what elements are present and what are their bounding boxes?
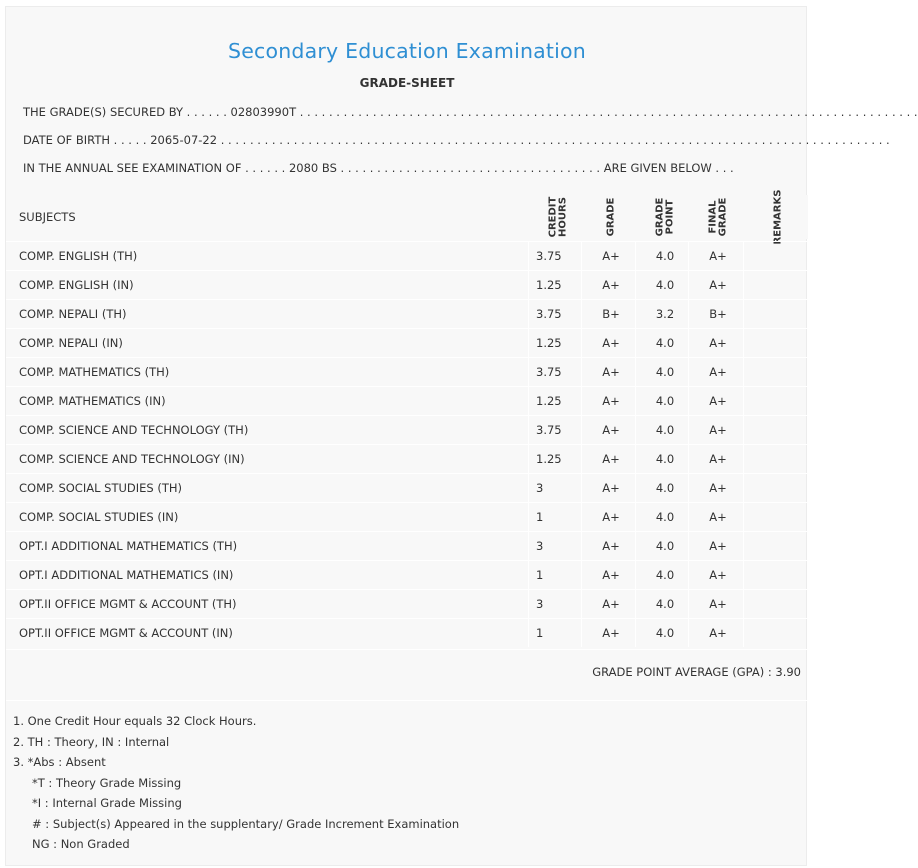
- column-divider: [688, 329, 689, 357]
- column-divider: [581, 416, 582, 444]
- column-divider: [688, 445, 689, 473]
- cell-final-grade: A+: [709, 510, 727, 524]
- cell-grade: A+: [602, 568, 620, 582]
- cell-final-grade: A+: [709, 394, 727, 408]
- cell-credit-hours: 3: [536, 539, 544, 553]
- column-divider: [528, 474, 529, 502]
- table-row: [6, 299, 808, 328]
- cell-final-grade: A+: [709, 568, 727, 582]
- cell-remarks: [751, 503, 801, 531]
- column-divider: [688, 561, 689, 589]
- table-row: [6, 328, 808, 357]
- cell-final-grade: A+: [709, 626, 727, 640]
- note-item: NG : Non Graded: [32, 837, 130, 851]
- cell-grade-point: 4.0: [655, 423, 675, 437]
- table-row: [6, 241, 808, 270]
- table-row: [6, 560, 808, 589]
- cell-final-grade: A+: [709, 423, 727, 437]
- cell-grade-point: 4.0: [655, 626, 675, 640]
- cell-credit-hours: 1: [536, 510, 544, 524]
- column-divider: [581, 619, 582, 647]
- column-divider: [743, 271, 744, 299]
- column-divider: [743, 358, 744, 386]
- cell-grade-point: 4.0: [655, 481, 675, 495]
- cell-grade-point: 4.0: [655, 539, 675, 553]
- header-grade-point: GRADE POINT: [654, 197, 675, 237]
- column-divider: [635, 561, 636, 589]
- column-divider: [635, 329, 636, 357]
- column-divider: [743, 532, 744, 560]
- column-divider: [581, 590, 582, 618]
- table-row: [6, 618, 808, 647]
- cell-final-grade: A+: [709, 249, 727, 263]
- cell-remarks: [751, 242, 801, 270]
- column-divider: [528, 590, 529, 618]
- column-divider: [688, 387, 689, 415]
- cell-subject: COMP. SOCIAL STUDIES (IN): [19, 510, 179, 524]
- cell-subject: OPT.I ADDITIONAL MATHEMATICS (IN): [19, 568, 234, 582]
- cell-remarks: [751, 271, 801, 299]
- cell-grade-point: 4.0: [655, 510, 675, 524]
- column-divider: [581, 242, 582, 270]
- table-row: [6, 415, 808, 444]
- cell-remarks: [751, 590, 801, 618]
- cell-credit-hours: 1.25: [536, 336, 562, 350]
- cell-grade-point: 4.0: [655, 249, 675, 263]
- cell-remarks: [751, 387, 801, 415]
- column-divider: [581, 358, 582, 386]
- cell-grade: A+: [602, 249, 620, 263]
- cell-grade-point: 3.2: [655, 307, 675, 321]
- cell-grade: A+: [602, 423, 620, 437]
- column-divider: [635, 300, 636, 328]
- column-divider: [688, 416, 689, 444]
- column-divider: [688, 358, 689, 386]
- cell-grade: A+: [602, 365, 620, 379]
- cell-subject: COMP. MATHEMATICS (TH): [19, 365, 170, 379]
- table-row: [6, 531, 808, 560]
- grade-sheet: [5, 6, 918, 866]
- cell-final-grade: A+: [709, 365, 727, 379]
- notes-section: [13, 712, 793, 856]
- column-divider: [635, 387, 636, 415]
- column-divider: [635, 358, 636, 386]
- table-row: [6, 270, 808, 299]
- cell-grade-point: 4.0: [655, 394, 675, 408]
- table-row: [6, 589, 808, 618]
- cell-final-grade: A+: [709, 539, 727, 553]
- cell-subject: COMP. ENGLISH (IN): [19, 278, 134, 292]
- cell-credit-hours: 1.25: [536, 394, 562, 408]
- column-divider: [743, 416, 744, 444]
- column-divider: [688, 271, 689, 299]
- cell-subject: COMP. SCIENCE AND TECHNOLOGY (IN): [19, 452, 245, 466]
- column-divider: [688, 503, 689, 531]
- note-item: *I : Internal Grade Missing: [32, 796, 182, 810]
- column-divider: [743, 242, 744, 270]
- column-divider: [635, 619, 636, 647]
- column-divider: [581, 329, 582, 357]
- column-divider: [581, 503, 582, 531]
- column-divider: [581, 271, 582, 299]
- column-divider: [743, 561, 744, 589]
- cell-credit-hours: 3.75: [536, 365, 562, 379]
- cell-remarks: [751, 532, 801, 560]
- cell-remarks: [751, 329, 801, 357]
- column-divider: [581, 300, 582, 328]
- cell-grade-point: 4.0: [655, 336, 675, 350]
- column-divider: [528, 561, 529, 589]
- cell-subject: COMP. SOCIAL STUDIES (TH): [19, 481, 183, 495]
- column-divider: [528, 619, 529, 647]
- column-divider: [635, 474, 636, 502]
- cell-grade: A+: [602, 510, 620, 524]
- cell-grade: A+: [602, 626, 620, 640]
- column-divider: [528, 532, 529, 560]
- cell-grade: A+: [602, 394, 620, 408]
- cell-credit-hours: 3.75: [536, 423, 562, 437]
- column-divider: [635, 503, 636, 531]
- cell-credit-hours: 3: [536, 597, 544, 611]
- note-item: 2. TH : Theory, IN : Internal: [13, 734, 170, 749]
- column-divider: [528, 387, 529, 415]
- cell-credit-hours: 1.25: [536, 278, 562, 292]
- column-divider: [528, 329, 529, 357]
- header-grade: GRADE: [605, 197, 616, 237]
- cell-credit-hours: 1: [536, 568, 544, 582]
- column-divider: [743, 329, 744, 357]
- cell-grade-point: 4.0: [655, 568, 675, 582]
- cell-grade: A+: [602, 481, 620, 495]
- cell-remarks: [751, 619, 801, 647]
- table-row: [6, 502, 808, 531]
- column-divider: [743, 387, 744, 415]
- exam-year-line: IN THE ANNUAL SEE EXAMINATION OF . . . . . . 2080 BS . . . . . . . . . . . . . . . . . . . . . . . . . . . . . . . . . . . . ARE GIVEN BELOW . . .: [23, 161, 734, 175]
- column-divider: [635, 271, 636, 299]
- cell-grade: B+: [602, 307, 620, 321]
- cell-subject: COMP. ENGLISH (TH): [19, 249, 138, 263]
- column-divider: [581, 474, 582, 502]
- note-item: 3. *Abs : Absent: [13, 755, 106, 769]
- cell-grade: A+: [602, 336, 620, 350]
- cell-grade-point: 4.0: [655, 597, 675, 611]
- cell-remarks: [751, 445, 801, 473]
- column-divider: [528, 271, 529, 299]
- column-divider: [528, 416, 529, 444]
- header-final-grade: FINAL GRADE: [707, 197, 728, 237]
- column-divider: [688, 300, 689, 328]
- cell-final-grade: B+: [709, 307, 727, 321]
- column-divider: [635, 242, 636, 270]
- header-remarks: REMARKS: [772, 189, 783, 245]
- cell-subject: COMP. NEPALI (IN): [19, 336, 123, 350]
- note-item: 1. One Credit Hour equals 32 Clock Hours.: [13, 714, 257, 728]
- column-divider: [743, 445, 744, 473]
- cell-subject: OPT.II OFFICE MGMT & ACCOUNT (IN): [19, 626, 233, 640]
- cell-credit-hours: 3.75: [536, 307, 562, 321]
- table-row: [6, 473, 808, 502]
- cell-grade: A+: [602, 278, 620, 292]
- column-divider: [688, 532, 689, 560]
- column-divider: [743, 619, 744, 647]
- column-divider: [528, 445, 529, 473]
- column-divider: [528, 300, 529, 328]
- table-header-row: [6, 189, 808, 245]
- grade-secured-by-line: THE GRADE(S) SECURED BY . . . . . . 02803990T . . . . . . . . . . . . . . . . . . . . . . . . . . . . . . . . . . . . . . . . . . . . . . . . . . . . . . . . . . . . . . . . . . . . . . . . . . . . . . . . . . . . .: [23, 105, 918, 119]
- cell-final-grade: A+: [709, 597, 727, 611]
- table-row: [6, 386, 808, 415]
- grade-sheet-heading: GRADE-SHEET: [359, 76, 455, 90]
- cell-final-grade: A+: [709, 336, 727, 350]
- table-row: [6, 444, 808, 473]
- cell-remarks: [751, 474, 801, 502]
- cell-remarks: [751, 561, 801, 589]
- column-divider: [635, 590, 636, 618]
- column-divider: [581, 561, 582, 589]
- column-divider: [688, 474, 689, 502]
- cell-credit-hours: 3.75: [536, 249, 562, 263]
- column-divider: [743, 503, 744, 531]
- column-divider: [528, 503, 529, 531]
- exam-title: Secondary Education Examination: [228, 39, 586, 63]
- cell-subject: COMP. NEPALI (TH): [19, 307, 127, 321]
- cell-final-grade: A+: [709, 452, 727, 466]
- cell-subject: OPT.I ADDITIONAL MATHEMATICS (TH): [19, 539, 238, 553]
- column-divider: [635, 416, 636, 444]
- column-divider: [635, 532, 636, 560]
- cell-credit-hours: 1.25: [536, 452, 562, 466]
- column-divider: [581, 445, 582, 473]
- note-item: # : Subject(s) Appeared in the supplentary/ Grade Increment Examination: [32, 816, 460, 831]
- column-divider: [688, 590, 689, 618]
- column-divider: [635, 445, 636, 473]
- column-divider: [528, 358, 529, 386]
- column-divider: [688, 619, 689, 647]
- cell-remarks: [751, 358, 801, 386]
- column-divider: [688, 242, 689, 270]
- cell-grade-point: 4.0: [655, 365, 675, 379]
- cell-grade: A+: [602, 539, 620, 553]
- cell-grade: A+: [602, 597, 620, 611]
- cell-remarks: [751, 416, 801, 444]
- column-divider: [581, 532, 582, 560]
- date-of-birth-line: DATE OF BIRTH . . . . . 2065-07-22 . . . . . . . . . . . . . . . . . . . . . . . . . . . . . . . . . . . . . . . . . . . . . . . . . . . . . . . . . . . . . . . . . . . . . . . . . . . . . . . . . . . . . . . . . . . .: [23, 133, 890, 147]
- table-row: [6, 357, 808, 386]
- cell-grade: A+: [602, 452, 620, 466]
- header-credit-hours: CREDIT HOURS: [547, 196, 568, 238]
- column-divider: [528, 242, 529, 270]
- header-subjects: SUBJECTS: [19, 210, 76, 224]
- cell-credit-hours: 3: [536, 481, 544, 495]
- column-divider: [743, 300, 744, 328]
- column-divider: [581, 387, 582, 415]
- cell-remarks: [751, 300, 801, 328]
- cell-subject: OPT.II OFFICE MGMT & ACCOUNT (TH): [19, 597, 237, 611]
- column-divider: [743, 590, 744, 618]
- note-item: *T : Theory Grade Missing: [32, 775, 182, 790]
- column-divider: [743, 474, 744, 502]
- gpa-summary: GRADE POINT AVERAGE (GPA) : 3.90: [592, 665, 801, 679]
- cell-credit-hours: 1: [536, 626, 544, 640]
- cell-subject: COMP. MATHEMATICS (IN): [19, 394, 166, 408]
- cell-final-grade: A+: [709, 278, 727, 292]
- cell-subject: COMP. SCIENCE AND TECHNOLOGY (TH): [19, 423, 249, 437]
- cell-grade-point: 4.0: [655, 278, 675, 292]
- cell-final-grade: A+: [709, 481, 727, 495]
- cell-grade-point: 4.0: [655, 452, 675, 466]
